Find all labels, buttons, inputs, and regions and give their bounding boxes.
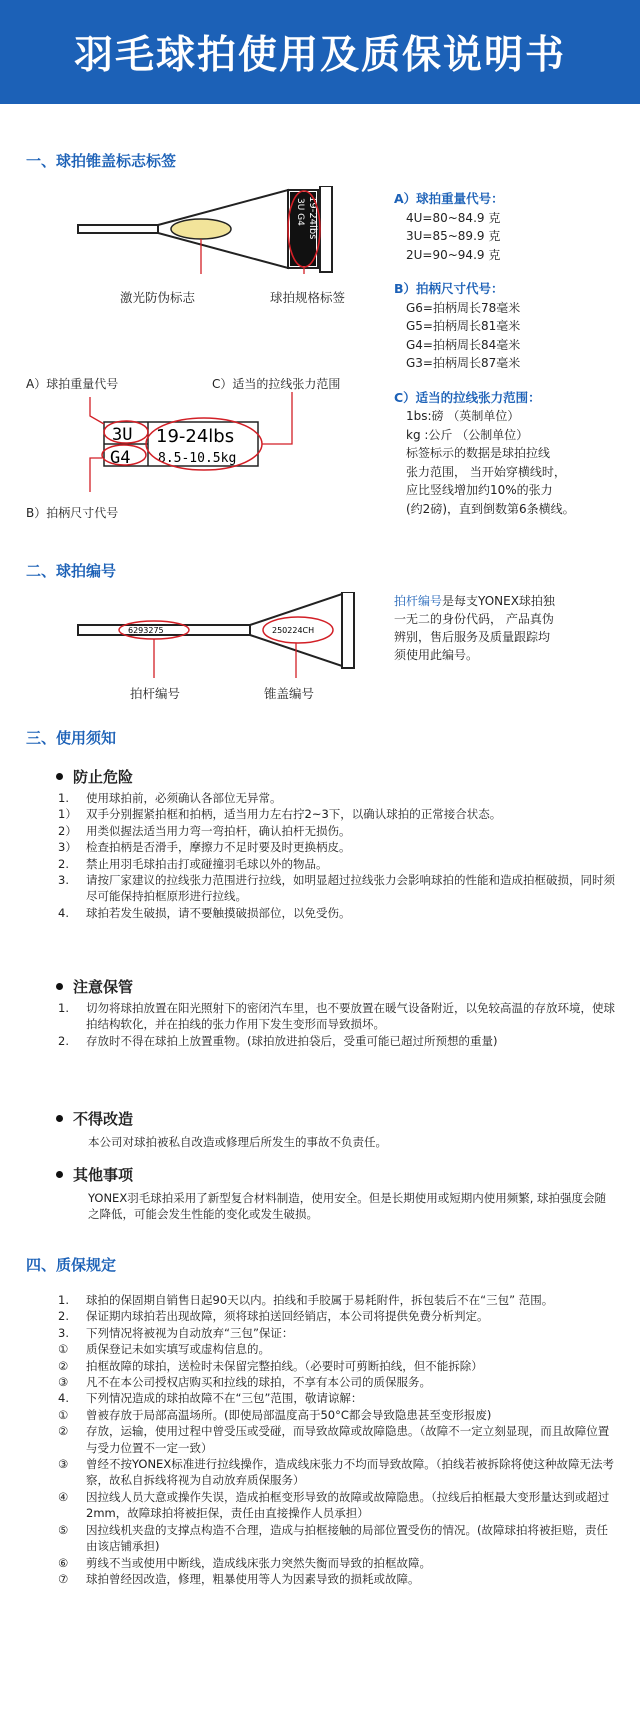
other-text: YONEX羽毛球拍采用了新型复合材料制造，使用安全。但是长期使用或短期内使用频繁, 球拍强度会随之降低，可能会发生性能的变化或发生破损。 — [88, 1191, 607, 1222]
label-cap-number: 锥盖编号 — [264, 686, 315, 701]
warranty-list — [58, 1292, 618, 1587]
sub-heading-other — [56, 1164, 133, 1185]
spec-zoom-diagram — [70, 392, 300, 500]
panel-a-item: 4U=80~84.9 克 — [406, 210, 501, 225]
cap-code: 250224CH — [272, 626, 315, 635]
list-item: 2. 保证期内球拍若出现故障，须将球拍送回经销店，本公司将提供免费分析判定。 — [58, 1309, 489, 1324]
label-spec: 球拍规格标签 — [270, 290, 346, 305]
list-item: ⑤ 因拉线机夹盘的支撑点构造不合理，造成与拍框接触的局部位置受伤的情况。(故障球拍将被拒赔，责任由该店铺承担) — [58, 1522, 608, 1554]
panel-c-item: 1bs:磅 （英制单位） — [406, 409, 520, 423]
list-item: 2. 存放时不得在球拍上放置重物。(球拍放进拍袋后，受重可能已超过所预想的重量) — [58, 1033, 498, 1048]
sub-heading-text: 防止危险 — [73, 768, 134, 786]
list-item: 1. 切勿将球拍放置在阳光照射下的密闭汽车里，也不要放置在暖气设备附近，以免较高温的存放环境，使球拍结构软化，并在拍线的张力作用下发生变形而导致损坏。 — [58, 1001, 615, 1032]
list-item: 1. 球拍的保固期自销售日起90天以内。拍线和手胶属于易耗附件，拆包装后不在“三包” 范围。 — [58, 1293, 554, 1307]
panel-b-item: G4=拍柄周长84毫米 — [406, 337, 521, 352]
panel-b-item: G6=拍柄周长78毫米 — [406, 300, 521, 315]
list-item: ② 拍框故障的球拍，送检时未保留完整拍线。（必要时可剪断拍线，但不能拆除） — [58, 1358, 483, 1373]
list-item: 2. 禁止用羽毛球拍击打或碰撞羽毛球以外的物品。 — [58, 856, 328, 871]
shaft-code: 6293275 — [128, 626, 164, 635]
zoom-weight: 3U — [112, 425, 133, 445]
list-item: 4. 下列情况造成的球拍故障不在“三包”范围，敬请谅解： — [58, 1391, 363, 1406]
racket-cap-diagram — [76, 186, 366, 286]
list-item: ① 曾被存放于局部高温场所。(即使局部温度高于50°C都会导致隐患甚至变形报废) — [58, 1407, 492, 1422]
list-item: 3. 下列情况将被视为自动放弃“三包”保证： — [58, 1325, 294, 1340]
panel-c-item: (约2磅)，直到倒数第6条横线。 — [406, 501, 575, 516]
panel-b-item: G3=拍柄周长87毫米 — [406, 356, 521, 370]
number-desc-line: 一无二的身份代码， 产品真伪 — [394, 612, 554, 626]
zoom-lbs: 19-24lbs — [156, 426, 235, 447]
zoom-grip: G4 — [110, 448, 131, 468]
number-desc-line: 辨别，售后服务及质量跟踪均 — [394, 630, 551, 644]
panel-c-item: 标签标示的数据是球拍拉线 — [406, 446, 551, 460]
list-item: 1. 使用球拍前，必须确认各部位无异常。 — [58, 791, 282, 805]
list-item: ③ 曾经不按YONEX标准进行拉线操作，造成线床张力不均而导致故障。（拍线若被拆除将使这种故障无法考察，故私自拆线将视为自动放弃质保服务） — [58, 1457, 614, 1488]
page-title: 羽毛球拍使用及质保说明书 — [73, 33, 566, 78]
callout-a: A）球拍重量代号 — [26, 377, 119, 391]
laser-sticker — [171, 219, 231, 239]
storage-list — [58, 1000, 618, 1049]
panel-b-title: B）拍柄尺寸代号： — [394, 281, 504, 296]
section2-heading: 二、球拍编号 — [26, 562, 117, 580]
label-shaft-number: 拍杆编号 — [130, 686, 181, 701]
panel-c-item: 应比竖线增加约10%的张力 — [406, 483, 553, 497]
list-item: ④ 因拉线人员大意或操作失误，造成拍框变形导致的故障或故障隐患。（拉线后拍框最大变形量达到或超过2mm，故障球拍将被拒保，责任由直接操作人员承担） — [58, 1489, 610, 1521]
shaft-shape — [78, 625, 250, 635]
title-banner — [0, 0, 640, 104]
racket-number-diagram — [76, 592, 366, 682]
list-item: 1） 双手分别握紧拍框和拍柄，适当用力左右拧2~3下，以确认球拍的正常接合状态。 — [58, 807, 502, 822]
bullet-icon — [56, 773, 63, 780]
zoom-kg: 8.5-10.5kg — [158, 451, 237, 466]
modify-text: 本公司对球拍被私自改造或修理后所发生的事故不负责任。 — [88, 1135, 387, 1149]
panel-a-item: 3U=85~89.9 克 — [406, 229, 501, 243]
list-item: 3. 请按厂家建议的拉线张力范围进行拉线，如明显超过拉线张力会影响球拍的性能和造成拍框破损，同时须尽可能保持拍框原形进行拉线。 — [58, 873, 615, 904]
panel-c-item: 张力范围， 当开始穿横线时， — [406, 464, 566, 479]
list-item: 2） 用类似握法适当用力弯一弯拍杆，确认拍杆无损伤。 — [58, 823, 351, 838]
frame-end-shape — [320, 186, 332, 272]
callout-c: C）适当的拉线张力范围 — [212, 377, 341, 391]
section3-heading: 三、使用须知 — [26, 729, 117, 747]
sub-heading-danger — [56, 766, 133, 787]
danger-list — [58, 790, 618, 921]
spec-sticker-code: 3U G4 — [295, 198, 305, 226]
sub-heading-storage — [56, 976, 133, 997]
panel-c-title: C）适当的拉线张力范围： — [394, 389, 541, 405]
list-item: ② 存放，运输，使用过程中曾受压或受碰，而导致故障或故障隐患。（故障不一定立刻显现，而且故障位置与受力位置不一定一致） — [58, 1424, 610, 1455]
spec-explanation-panel — [394, 190, 575, 518]
bullet-icon — [56, 983, 63, 990]
sub-heading-text: 注意保管 — [73, 978, 134, 996]
bullet-icon — [56, 1171, 63, 1178]
number-description — [394, 592, 614, 664]
number-desc-line: 是每支YONEX球拍独 — [442, 594, 555, 608]
list-item: ⑦ 球拍曾经因改造，修理，粗暴使用等人为因素导致的损耗或故障。 — [58, 1571, 420, 1586]
list-item: ① 质保登记未如实填写或虚构信息的。 — [58, 1342, 270, 1357]
bullet-icon — [56, 1115, 63, 1122]
number-desc-line: 须使用此编号。 — [394, 648, 479, 662]
label-laser: 激光防伪标志 — [120, 290, 196, 305]
sub-heading-text: 不得改造 — [73, 1110, 134, 1128]
list-item: 3） 检查拍柄是否滑手，摩擦力不足时要及时更换柄皮。 — [58, 840, 351, 855]
panel-a-item: 2U=90~94.9 克 — [406, 247, 501, 262]
list-item: ⑥ 剪线不当或使用中断线，造成线床张力突然失衡而导致的拍框故障。 — [58, 1555, 431, 1570]
number-desc-highlight: 拍杆编号 — [394, 594, 443, 608]
sub-heading-modify — [56, 1108, 133, 1129]
callout-b: B）拍柄尺寸代号 — [26, 506, 119, 520]
spec-sticker-text: 19-24lbs — [307, 196, 318, 240]
panel-b-item: G5=拍柄周长81毫米 — [406, 319, 521, 333]
list-item: 4. 球拍若发生破损，请不要触摸破损部位，以免受伤。 — [58, 905, 351, 920]
section4-heading: 四、质保规定 — [26, 1256, 117, 1274]
panel-a-title: A）球拍重量代号： — [394, 191, 504, 206]
panel-c-item: kg :公斤 （公制单位） — [406, 427, 529, 442]
list-item: ③ 凡不在本公司授权店购买和拉线的球拍，不享有本公司的质保服务。 — [58, 1375, 431, 1390]
section1-heading: 一、球拍锥盖标志标签 — [26, 152, 177, 170]
sub-heading-text: 其他事项 — [73, 1166, 134, 1184]
shaft-shape — [78, 225, 158, 233]
